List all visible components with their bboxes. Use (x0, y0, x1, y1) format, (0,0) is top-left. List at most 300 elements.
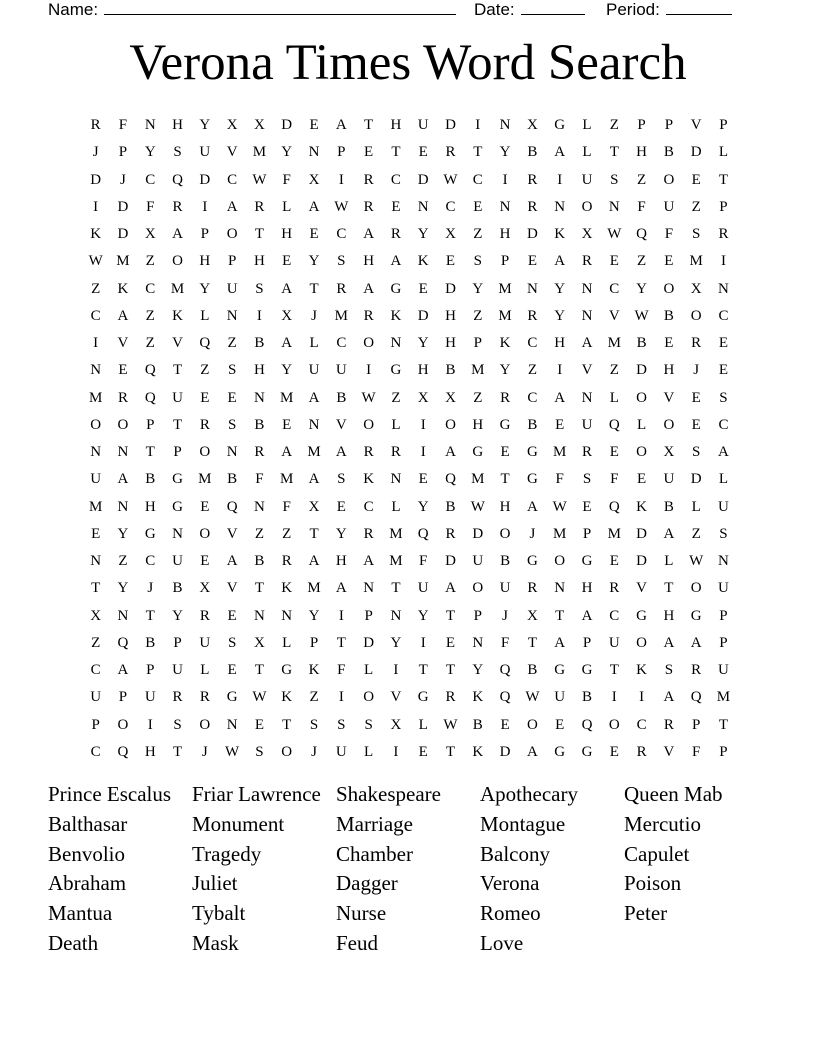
grid-letter[interactable]: M (307, 444, 321, 461)
grid-letter[interactable]: T (609, 144, 619, 161)
grid-letter[interactable]: B (145, 634, 156, 651)
grid-letter[interactable]: X (90, 607, 102, 624)
grid-letter[interactable]: Y (417, 498, 429, 515)
grid-letter[interactable]: Z (282, 525, 292, 542)
grid-letter[interactable]: S (692, 444, 701, 461)
grid-letter[interactable]: B (663, 307, 674, 324)
grid-letter[interactable]: A (445, 444, 456, 461)
grid-letter[interactable]: E (200, 389, 210, 406)
grid-letter[interactable]: C (527, 389, 538, 406)
grid-letter[interactable]: N (499, 117, 511, 134)
grid-letter[interactable]: Q (445, 471, 456, 488)
grid-letter[interactable]: N (472, 634, 484, 651)
grid-letter[interactable]: W (552, 498, 567, 515)
grid-letter[interactable]: Z (609, 362, 619, 379)
grid-letter[interactable]: O (499, 525, 511, 542)
grid-letter[interactable]: U (144, 689, 156, 706)
grid-letter[interactable]: R (199, 416, 210, 433)
grid-letter[interactable]: T (254, 226, 265, 243)
grid-letter[interactable]: E (282, 253, 292, 270)
grid-letter[interactable]: E (418, 280, 428, 297)
grid-letter[interactable]: T (364, 117, 374, 134)
grid-letter[interactable]: C (90, 743, 101, 760)
grid-letter[interactable]: J (147, 580, 154, 597)
grid-letter[interactable]: Q (117, 743, 129, 760)
grid-letter[interactable]: U (172, 389, 183, 406)
grid-letter[interactable]: B (445, 362, 456, 379)
grid-letter[interactable]: I (202, 198, 208, 215)
grid-letter[interactable]: T (500, 471, 510, 488)
grid-letter[interactable]: K (117, 280, 129, 297)
grid-letter[interactable]: B (336, 389, 347, 406)
grid-letter[interactable]: P (664, 117, 674, 134)
grid-letter[interactable]: Y (417, 226, 429, 243)
grid-letter[interactable]: Q (499, 689, 511, 706)
grid-letter[interactable]: I (366, 362, 372, 379)
grid-letter[interactable]: V (690, 117, 702, 134)
grid-letter[interactable]: U (335, 743, 347, 760)
grid-letter[interactable]: H (663, 607, 675, 624)
grid-letter[interactable]: E (200, 553, 210, 570)
grid-letter[interactable]: S (173, 716, 182, 733)
date-blank-line[interactable] (521, 0, 585, 15)
grid-letter[interactable]: Z (309, 689, 319, 706)
grid-letter[interactable]: Q (199, 335, 211, 352)
grid-letter[interactable]: Y (281, 362, 293, 379)
grid-letter[interactable]: S (255, 743, 264, 760)
grid-letter[interactable]: W (361, 389, 376, 406)
grid-letter[interactable]: M (88, 498, 103, 515)
grid-letter[interactable]: S (309, 716, 319, 733)
grid-letter[interactable]: S (364, 716, 373, 733)
grid-letter[interactable]: P (173, 634, 182, 651)
grid-letter[interactable]: P (337, 144, 346, 161)
grid-letter[interactable]: O (199, 716, 211, 733)
grid-letter[interactable]: V (226, 144, 238, 161)
grid-letter[interactable]: V (608, 307, 620, 324)
grid-letter[interactable]: R (663, 716, 674, 733)
grid-letter[interactable]: E (500, 444, 510, 461)
grid-letter[interactable]: P (200, 226, 209, 243)
grid-letter[interactable]: F (255, 471, 264, 488)
grid-letter[interactable]: E (336, 498, 346, 515)
grid-letter[interactable]: M (389, 525, 403, 542)
grid-letter[interactable]: P (146, 416, 155, 433)
grid-letter[interactable]: O (281, 743, 293, 760)
grid-letter[interactable]: B (636, 335, 647, 352)
grid-letter[interactable]: P (719, 607, 728, 624)
grid-letter[interactable]: A (335, 117, 347, 134)
grid-letter[interactable]: P (473, 607, 482, 624)
grid-letter[interactable]: X (445, 226, 456, 243)
grid-letter[interactable]: D (636, 553, 647, 570)
grid-letter[interactable]: H (499, 226, 511, 243)
grid-letter[interactable]: L (282, 634, 292, 651)
grid-letter[interactable]: E (500, 716, 510, 733)
grid-letter[interactable]: D (636, 362, 647, 379)
grid-letter[interactable]: H (254, 362, 265, 379)
grid-letter[interactable]: R (691, 335, 702, 352)
grid-letter[interactable]: M (307, 580, 321, 597)
grid-letter[interactable]: Z (637, 171, 647, 188)
grid-letter[interactable]: A (554, 389, 566, 406)
grid-letter[interactable]: K (308, 662, 320, 679)
grid-letter[interactable]: R (363, 444, 374, 461)
grid-letter[interactable]: X (254, 117, 265, 134)
grid-letter[interactable]: N (718, 280, 729, 297)
grid-letter[interactable]: P (582, 525, 592, 542)
grid-letter[interactable]: E (200, 498, 210, 515)
grid-letter[interactable]: N (608, 198, 620, 215)
grid-letter[interactable]: C (336, 335, 347, 352)
grid-letter[interactable]: H (144, 498, 156, 515)
grid-letter[interactable]: Q (117, 634, 129, 651)
grid-letter[interactable]: O (445, 416, 456, 433)
grid-letter[interactable]: U (335, 362, 347, 379)
grid-letter[interactable]: G (144, 525, 156, 542)
grid-letter[interactable]: A (172, 226, 183, 243)
grid-letter[interactable]: J (693, 362, 700, 379)
grid-letter[interactable]: U (90, 471, 102, 488)
grid-letter[interactable]: S (337, 471, 346, 488)
grid-letter[interactable]: W (443, 171, 458, 188)
grid-letter[interactable]: X (254, 634, 265, 651)
grid-letter[interactable]: D (636, 525, 647, 542)
grid-letter[interactable]: Y (308, 253, 320, 270)
grid-letter[interactable]: R (500, 389, 511, 406)
grid-letter[interactable]: C (145, 171, 156, 188)
grid-letter[interactable]: B (527, 416, 538, 433)
grid-letter[interactable]: A (526, 498, 538, 515)
grid-letter[interactable]: G (554, 662, 566, 679)
grid-letter[interactable]: K (554, 226, 566, 243)
grid-letter[interactable]: G (581, 553, 593, 570)
grid-letter[interactable]: G (472, 444, 484, 461)
grid-letter[interactable]: A (117, 662, 129, 679)
grid-letter[interactable]: V (226, 525, 238, 542)
grid-letter[interactable]: E (718, 335, 729, 352)
grid-letter[interactable]: Y (472, 280, 484, 297)
grid-letter[interactable]: Y (335, 525, 347, 542)
grid-letter[interactable]: W (634, 307, 649, 324)
grid-letter[interactable]: L (582, 117, 592, 134)
grid-letter[interactable]: A (690, 634, 702, 651)
grid-letter[interactable]: U (417, 117, 429, 134)
grid-letter[interactable]: T (172, 743, 183, 760)
grid-letter[interactable]: N (172, 525, 183, 542)
grid-letter[interactable]: M (334, 307, 348, 324)
grid-letter[interactable]: N (90, 553, 102, 570)
grid-letter[interactable]: P (91, 716, 100, 733)
grid-letter[interactable]: O (636, 444, 647, 461)
grid-letter[interactable]: D (199, 171, 211, 188)
grid-letter[interactable]: L (391, 416, 401, 433)
grid-letter[interactable]: P (719, 634, 728, 651)
grid-letter[interactable]: M (553, 444, 567, 461)
grid-letter[interactable]: S (255, 280, 264, 297)
grid-letter[interactable]: Y (172, 607, 183, 624)
grid-letter[interactable]: Z (637, 253, 647, 270)
grid-letter[interactable]: F (337, 662, 346, 679)
grid-letter[interactable]: X (690, 280, 702, 297)
grid-letter[interactable]: R (691, 662, 702, 679)
grid-letter[interactable]: R (581, 253, 592, 270)
grid-letter[interactable]: Y (281, 144, 293, 161)
grid-letter[interactable]: Z (609, 117, 619, 134)
grid-letter[interactable]: N (254, 607, 265, 624)
grid-letter[interactable]: W (334, 198, 349, 215)
grid-letter[interactable]: C (145, 553, 156, 570)
grid-letter[interactable]: A (117, 471, 129, 488)
grid-letter[interactable]: M (607, 525, 621, 542)
grid-letter[interactable]: N (226, 716, 238, 733)
grid-letter[interactable]: G (417, 689, 429, 706)
grid-letter[interactable]: T (91, 580, 101, 597)
grid-letter[interactable]: H (636, 144, 647, 161)
grid-letter[interactable]: U (199, 634, 211, 651)
grid-letter[interactable]: A (445, 580, 456, 597)
grid-letter[interactable]: N (581, 280, 593, 297)
grid-letter[interactable]: K (390, 307, 402, 324)
grid-letter[interactable]: O (663, 280, 675, 297)
grid-letter[interactable]: P (227, 253, 237, 270)
grid-letter[interactable]: E (418, 743, 428, 760)
grid-letter[interactable]: O (226, 226, 238, 243)
grid-letter[interactable]: O (690, 580, 702, 597)
grid-letter[interactable]: S (227, 362, 237, 379)
grid-letter[interactable]: N (308, 416, 320, 433)
grid-letter[interactable]: R (527, 580, 538, 597)
grid-letter[interactable]: Z (118, 553, 128, 570)
grid-letter[interactable]: D (281, 117, 293, 134)
grid-letter[interactable]: Y (308, 607, 320, 624)
grid-letter[interactable]: B (254, 335, 265, 352)
grid-letter[interactable]: C (609, 607, 620, 624)
grid-letter[interactable]: T (418, 662, 428, 679)
period-blank-line[interactable] (666, 0, 732, 15)
grid-letter[interactable]: U (663, 471, 675, 488)
grid-letter[interactable]: P (582, 634, 592, 651)
grid-letter[interactable]: J (201, 743, 208, 760)
grid-letter[interactable]: R (90, 117, 101, 134)
grid-letter[interactable]: S (473, 253, 482, 270)
grid-letter[interactable]: P (500, 253, 510, 270)
grid-letter[interactable]: V (636, 580, 647, 597)
grid-letter[interactable]: R (363, 525, 374, 542)
grid-letter[interactable]: L (282, 198, 292, 215)
grid-letter[interactable]: V (226, 580, 238, 597)
grid-letter[interactable]: H (445, 335, 456, 352)
grid-letter[interactable]: M (170, 280, 185, 297)
grid-letter[interactable]: T (309, 525, 319, 542)
grid-letter[interactable]: N (363, 580, 375, 597)
grid-letter[interactable]: O (199, 525, 211, 542)
grid-letter[interactable]: T (445, 743, 456, 760)
grid-letter[interactable]: U (308, 362, 320, 379)
grid-letter[interactable]: Z (691, 525, 701, 542)
grid-letter[interactable]: G (390, 280, 402, 297)
grid-letter[interactable]: M (553, 525, 567, 542)
grid-letter[interactable]: Z (145, 335, 155, 352)
grid-letter[interactable]: A (281, 335, 293, 352)
grid-letter[interactable]: R (390, 226, 401, 243)
grid-letter[interactable]: G (581, 743, 593, 760)
grid-letter[interactable]: Y (472, 662, 484, 679)
grid-letter[interactable]: Z (473, 307, 483, 324)
grid-letter[interactable]: B (254, 553, 265, 570)
grid-letter[interactable]: L (637, 416, 647, 433)
grid-letter[interactable]: J (502, 607, 509, 624)
grid-letter[interactable]: T (555, 607, 565, 624)
grid-letter[interactable]: X (526, 117, 538, 134)
grid-letter[interactable]: Q (226, 498, 238, 515)
grid-letter[interactable]: L (364, 743, 374, 760)
grid-letter[interactable]: X (226, 117, 238, 134)
grid-letter[interactable]: B (527, 144, 538, 161)
grid-letter[interactable]: E (609, 553, 619, 570)
grid-letter[interactable]: M (198, 471, 212, 488)
grid-letter[interactable]: K (281, 689, 293, 706)
grid-letter[interactable]: C (227, 171, 238, 188)
grid-letter[interactable]: D (445, 280, 456, 297)
grid-letter[interactable]: G (581, 662, 593, 679)
grid-letter[interactable]: M (280, 471, 294, 488)
grid-letter[interactable]: H (499, 498, 511, 515)
grid-letter[interactable]: R (336, 280, 347, 297)
grid-letter[interactable]: E (227, 389, 237, 406)
grid-letter[interactable]: Y (554, 307, 566, 324)
grid-letter[interactable]: K (472, 689, 484, 706)
grid-letter[interactable]: T (309, 280, 319, 297)
grid-letter[interactable]: R (199, 689, 210, 706)
grid-letter[interactable]: A (308, 389, 320, 406)
grid-letter[interactable]: A (281, 444, 293, 461)
grid-letter[interactable]: V (663, 743, 675, 760)
grid-letter[interactable]: R (172, 689, 183, 706)
grid-letter[interactable]: R (527, 171, 538, 188)
grid-letter[interactable]: Y (199, 280, 211, 297)
grid-letter[interactable]: O (117, 416, 129, 433)
grid-letter[interactable]: R (527, 198, 538, 215)
grid-letter[interactable]: V (390, 689, 402, 706)
grid-letter[interactable]: U (554, 689, 566, 706)
grid-letter[interactable]: A (226, 553, 238, 570)
grid-letter[interactable]: C (718, 307, 729, 324)
grid-letter[interactable]: A (363, 553, 375, 570)
grid-letter[interactable]: E (364, 144, 374, 161)
grid-letter[interactable]: A (390, 253, 402, 270)
grid-letter[interactable]: N (390, 471, 402, 488)
grid-letter[interactable]: Y (636, 280, 647, 297)
grid-letter[interactable]: C (145, 280, 156, 297)
grid-letter[interactable]: F (555, 471, 564, 488)
grid-letter[interactable]: X (144, 226, 156, 243)
grid-letter[interactable]: A (281, 280, 293, 297)
grid-letter[interactable]: Y (117, 580, 129, 597)
grid-letter[interactable]: I (557, 171, 563, 188)
grid-letter[interactable]: Z (527, 362, 537, 379)
grid-letter[interactable]: W (252, 171, 267, 188)
grid-letter[interactable]: F (118, 117, 128, 134)
grid-letter[interactable]: I (639, 689, 645, 706)
grid-letter[interactable]: U (718, 498, 729, 515)
grid-letter[interactable]: N (554, 580, 566, 597)
grid-letter[interactable]: K (636, 498, 647, 515)
grid-letter[interactable]: R (445, 689, 456, 706)
grid-letter[interactable]: W (252, 689, 267, 706)
grid-letter[interactable]: N (308, 144, 320, 161)
grid-letter[interactable]: P (364, 607, 373, 624)
grid-letter[interactable]: O (663, 171, 675, 188)
grid-letter[interactable]: K (90, 226, 102, 243)
grid-letter[interactable]: Y (390, 634, 402, 651)
grid-letter[interactable]: W (689, 553, 704, 570)
grid-letter[interactable]: R (609, 580, 620, 597)
grid-letter[interactable]: R (199, 607, 210, 624)
grid-letter[interactable]: J (529, 525, 536, 542)
grid-letter[interactable]: U (172, 662, 183, 679)
grid-letter[interactable]: Z (473, 226, 483, 243)
grid-letter[interactable]: Z (91, 634, 101, 651)
grid-letter[interactable]: Z (391, 389, 401, 406)
grid-letter[interactable]: N (499, 198, 511, 215)
grid-letter[interactable]: V (335, 416, 347, 433)
grid-letter[interactable]: N (718, 553, 729, 570)
grid-letter[interactable]: M (607, 335, 621, 352)
grid-letter[interactable]: Z (227, 335, 237, 352)
grid-letter[interactable]: N (117, 607, 129, 624)
grid-letter[interactable]: T (172, 362, 183, 379)
grid-letter[interactable]: B (581, 689, 592, 706)
grid-letter[interactable]: I (420, 444, 426, 461)
grid-letter[interactable]: P (146, 662, 155, 679)
grid-letter[interactable]: D (117, 226, 129, 243)
grid-letter[interactable]: V (663, 389, 675, 406)
grid-letter[interactable]: T (527, 634, 537, 651)
grid-letter[interactable]: C (445, 198, 456, 215)
grid-letter[interactable]: A (526, 743, 538, 760)
grid-letter[interactable]: E (691, 416, 701, 433)
grid-letter[interactable]: L (609, 389, 619, 406)
grid-letter[interactable]: N (144, 117, 156, 134)
grid-letter[interactable]: M (716, 689, 731, 706)
grid-letter[interactable]: C (527, 335, 538, 352)
grid-letter[interactable]: Z (145, 253, 155, 270)
grid-letter[interactable]: T (718, 171, 729, 188)
grid-letter[interactable]: O (663, 416, 675, 433)
grid-letter[interactable]: C (472, 171, 483, 188)
grid-letter[interactable]: R (117, 389, 128, 406)
grid-letter[interactable]: X (390, 716, 402, 733)
grid-letter[interactable]: Q (581, 716, 593, 733)
grid-letter[interactable]: Q (144, 362, 156, 379)
grid-letter[interactable]: K (363, 471, 375, 488)
grid-letter[interactable]: W (88, 253, 103, 270)
grid-letter[interactable]: C (90, 307, 101, 324)
grid-letter[interactable]: O (554, 553, 566, 570)
grid-letter[interactable]: R (390, 444, 401, 461)
grid-letter[interactable]: I (393, 743, 399, 760)
grid-letter[interactable]: I (420, 634, 426, 651)
grid-letter[interactable]: I (338, 607, 344, 624)
grid-letter[interactable]: H (363, 253, 375, 270)
grid-letter[interactable]: P (118, 689, 128, 706)
grid-letter[interactable]: E (637, 471, 647, 488)
grid-letter[interactable]: S (173, 144, 182, 161)
grid-letter[interactable]: R (445, 144, 456, 161)
grid-letter[interactable]: E (609, 253, 619, 270)
grid-letter[interactable]: G (526, 553, 538, 570)
